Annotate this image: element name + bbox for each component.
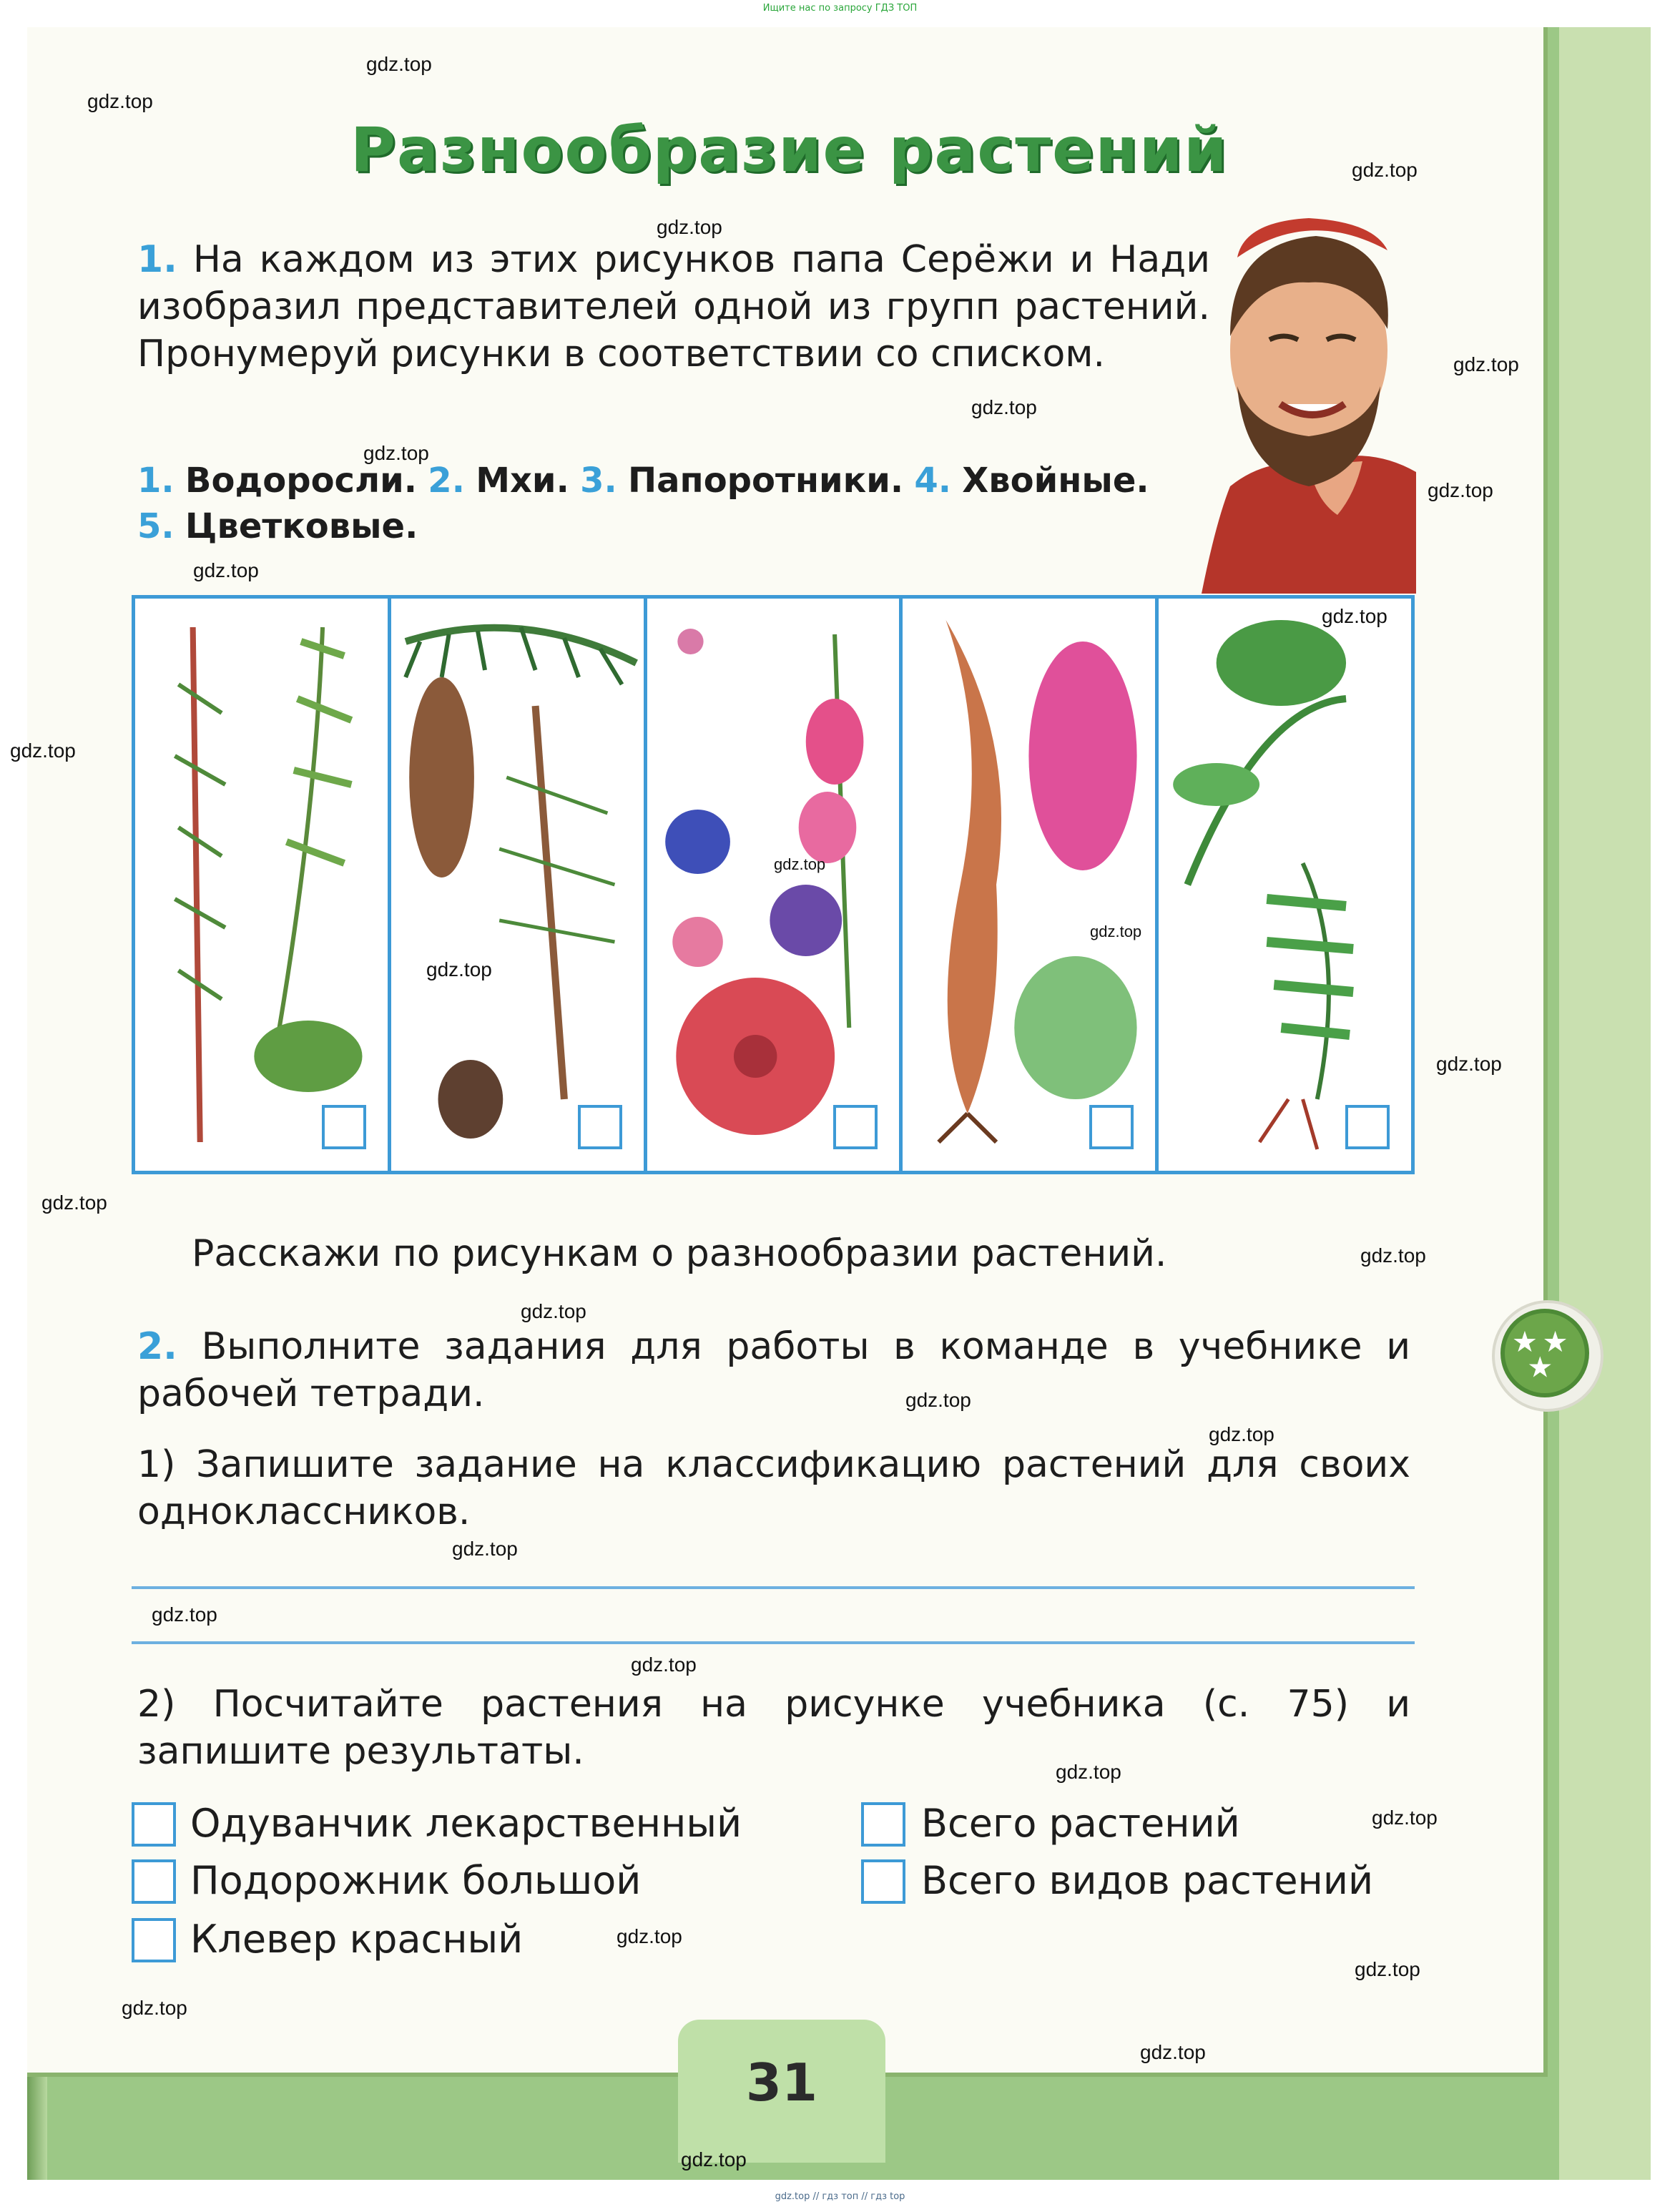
watermark: gdz.top <box>1355 1958 1420 1980</box>
count-box[interactable] <box>132 1859 176 1904</box>
count-box[interactable] <box>132 1802 176 1847</box>
flowering-drawing <box>647 599 903 1171</box>
list-label: Мхи. <box>476 461 569 501</box>
list-num: 3. <box>580 461 617 501</box>
page-title: Разнообразие растений <box>350 114 1229 186</box>
svg-text:★: ★ <box>1527 1350 1553 1385</box>
list-num: 5. <box>137 506 175 546</box>
watermark: gdz.top <box>521 1300 586 1322</box>
watermark: gdz.top <box>122 1997 187 2019</box>
top-note: Ищите нас по запросу ГДЗ ТОП <box>762 3 918 14</box>
count-box[interactable] <box>861 1802 905 1847</box>
list-label: Хвойные. <box>962 461 1149 501</box>
watermark: gdz.top <box>1090 923 1142 940</box>
group-list <box>137 458 1174 549</box>
watermark: gdz.top <box>452 1538 518 1560</box>
watermark: gdz.top <box>631 1653 697 1676</box>
watermark: gdz.top <box>193 559 259 581</box>
teamwork-stars-icon <box>1500 1309 1589 1397</box>
task1-text <box>137 236 1210 378</box>
watermark: gdz.top <box>1352 159 1418 181</box>
count-box[interactable] <box>132 1918 176 1962</box>
watermark: gdz.top <box>774 855 826 873</box>
task1-number: 1. <box>137 238 177 281</box>
watermark: gdz.top <box>363 442 429 464</box>
count-label: Одуванчик лекарственный <box>190 1801 742 1846</box>
mosses-drawing <box>135 599 391 1171</box>
watermark: gdz.top <box>1360 1244 1426 1267</box>
list-label: Цветковые. <box>185 506 418 546</box>
watermark: gdz.top <box>152 1603 217 1626</box>
task2-text <box>137 1323 1410 1417</box>
watermark: gdz.top <box>41 1191 107 1214</box>
watermark: gdz.top <box>10 739 76 762</box>
task2-sub1: 1) Запишите задание на классификацию растений для своих одноклассников. <box>137 1443 1410 1533</box>
list-num: 2. <box>428 461 465 501</box>
count-label: Всего растений <box>921 1801 1240 1846</box>
answer-box[interactable] <box>1089 1105 1134 1149</box>
watermark: gdz.top <box>617 1925 682 1947</box>
watermark: gdz.top <box>1140 2041 1206 2063</box>
list-label: Папоротники. <box>627 461 904 501</box>
answer-box[interactable] <box>578 1105 622 1149</box>
count-label: Клевер красный <box>190 1917 524 1962</box>
watermark: gdz.top <box>681 2148 747 2171</box>
answer-line[interactable] <box>132 1641 1415 1644</box>
task2-number: 2. <box>137 1325 177 1368</box>
answer-box[interactable] <box>1345 1105 1390 1149</box>
count-box[interactable] <box>861 1859 905 1904</box>
plant-drawings <box>132 595 1415 1174</box>
watermark: gdz.top <box>1056 1761 1121 1783</box>
task2-body: Выполните задания для работы в команде в учебнике и рабочей тетради. <box>137 1325 1411 1415</box>
watermark: gdz.top <box>1453 353 1519 375</box>
answer-box[interactable] <box>833 1105 878 1149</box>
watermark: gdz.top <box>426 958 492 980</box>
task1-followup: Расскажи по рисункам о разнообразии растений. <box>192 1232 1167 1275</box>
list-num: 4. <box>914 461 951 501</box>
watermark: gdz.top <box>87 90 153 112</box>
watermark: gdz.top <box>1436 1053 1502 1075</box>
watermark: gdz.top <box>1372 1807 1438 1829</box>
watermark: gdz.top <box>905 1389 971 1411</box>
watermark: gdz.top <box>657 216 722 238</box>
watermark: gdz.top <box>971 396 1037 418</box>
page-number: 31 <box>745 2053 818 2113</box>
author-portrait <box>1202 215 1416 594</box>
ferns-drawing <box>1159 599 1411 1171</box>
count-label: Подорожник большой <box>190 1858 642 1903</box>
watermark: gdz.top <box>1428 479 1493 501</box>
count-label: Всего видов растений <box>921 1858 1374 1903</box>
task2-sub2: 2) Посчитайте растения на рисунке учебника (с. 75) и запишите результаты. <box>137 1683 1410 1773</box>
bottom-note: gdz.top // гдз топ // гдз top <box>775 2191 905 2202</box>
page-edge <box>1559 27 1651 2180</box>
list-num: 1. <box>137 461 175 501</box>
list-label: Водоросли. <box>185 461 418 501</box>
conifers-drawing <box>391 599 647 1171</box>
algae-drawing <box>903 599 1159 1171</box>
svg-text:★: ★ <box>1511 1324 1538 1359</box>
task1-body: На каждом из этих рисунков папа Серёжи и Нади изобразил представителей одной из групп растений. Пронумеруй рисунки в соответствии со списком. <box>137 238 1211 375</box>
svg-text:★: ★ <box>1542 1324 1568 1359</box>
answer-line[interactable] <box>132 1586 1415 1589</box>
answer-box[interactable] <box>322 1105 366 1149</box>
watermark: gdz.top <box>1322 605 1387 627</box>
watermark: gdz.top <box>1209 1423 1274 1445</box>
watermark: gdz.top <box>366 53 432 75</box>
